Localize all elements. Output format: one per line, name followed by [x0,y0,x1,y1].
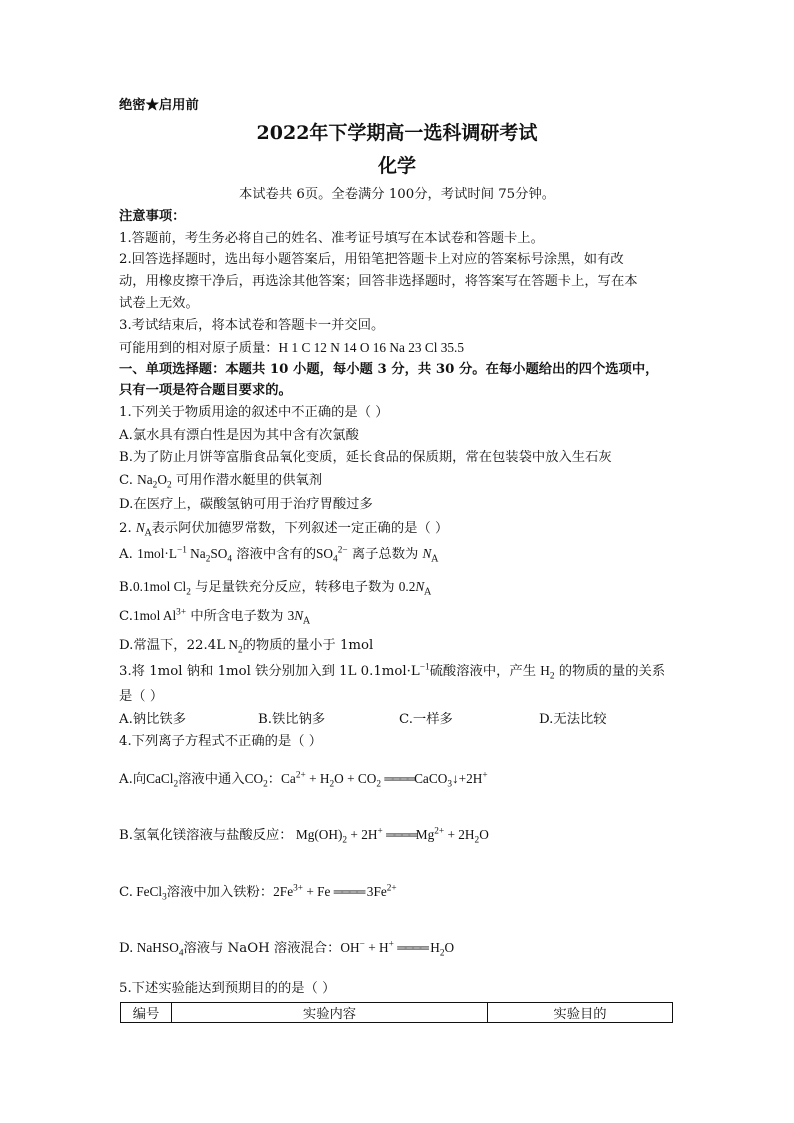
q4-stem: 4.下列离子方程式不正确的是（ ） [119,734,323,749]
table-header-content: 实验内容 [172,1003,488,1023]
notes-heading: 注意事项： [119,209,186,224]
subject-title: 化学 [377,155,416,177]
q2-stem: 2. $N_A$表示阿伏加德罗常数，下列叙述一定正确的是（ ） [119,520,449,539]
experiment-table [120,1002,673,1023]
q2-option-b: B.0.1mol $Cl_2$ 与足量铁充分反应，转移电子数为 $0.2N_A$ [119,579,431,598]
section-heading-line-2: 只有一项是符合题目要求的。 [119,383,292,398]
q3-stem-line-2: 是（ ） [119,689,164,704]
secret-label: 绝密★启用前 [119,98,199,113]
exam-info: 本试卷共 6页。全卷满分 100分，考试时间 75分钟。 [238,187,556,202]
q2-option-a: A. $1mol\cdot L^{-1}$ $Na_2SO_4$ 溶液中含有的$SO_4^{2-}$ 离子总数为 $N_A$ [119,545,439,565]
q4-option-a: A.向CaCl$_2$溶液中通入$CO_2$：$Ca^{2+} + H_2O + CO_2$ ════CaCO$_3$↓+2H+ [119,770,488,790]
q1-stem: 1.下列关于物质用途的叙述中不正确的是（ ） [119,405,389,420]
q4-option-d: D. NaHSO$_4$溶液与 NaOH 溶液混合：OH− + H+ ════ $H_2O$ [119,939,455,959]
note-2-line-3: 试卷上无效。 [119,296,199,311]
q5-stem: 5.下述实验能达到预期目的的是（ ） [119,981,336,996]
q1-option-b: B.为了防止月饼等富脂食品氧化变质，延长食品的保质期，常在包装袋中放入生石灰 [119,450,612,465]
q1-option-d: D.在医疗上，碳酸氢钠可用于治疗胃酸过多 [119,497,373,512]
note-2-line-1: 2.回答选择题时，选出每小题答案后，用铅笔把答题卡上对应的答案标号涂黑，如有改 [119,252,624,267]
q1-option-c: C. $Na_2O_2$ 可用作潜水艇里的供氧剂 [119,472,323,491]
table-header-row [121,1003,673,1023]
q3-stem: 3.将 1mol 钠和 1mol 铁分别加入到 1L $0.1mol\cdot L^{-1}$硫酸溶液中，产生 $H_2$ 的物质的量的关系 [119,662,666,682]
q1-option-a: A.氯水具有漂白性是因为其中含有次氯酸 [119,428,359,443]
table-header-number: 编号 [121,1003,172,1023]
q3-option-d: D.无法比较 [539,712,607,727]
q2-option-c: C.1mol $Al^{3+}$ 中所含电子数为 $3N_A$ [119,607,310,627]
q4-option-c: C. FeCl$_3$溶液中加入铁粉：$2Fe^{3+} + Fe$ ════ $3Fe^{2+}$ [119,883,397,903]
q3-option-a: A.钠比铁多 [119,712,187,727]
table-header-purpose: 实验目的 [488,1003,673,1023]
atomic-masses: 可能用到的相对原子质量：H 1 C 12 N 14 O 16 Na 23 Cl 35.5 [119,340,464,355]
section-heading-line-1: 一、单项选择题：本题共 10 小题，每小题 3 分，共 30 分。在每小题给出的四个选项中， [119,362,659,377]
q4-option-b: B.氢氧化镁溶液与盐酸反应： $Mg(OH)_2 + 2H^+$ $════Mg^{2+} + 2H_2O$ [119,826,489,846]
note-3: 3.考试结束后，将本试卷和答题卡一并交回。 [119,318,385,333]
exam-title: 2022年下学期高一选科调研考试 [256,122,538,144]
note-2-line-2: 动，用橡皮擦干净后，再选涂其他答案；回答非选择题时，将答案写在答题卡上，写在本 [119,274,638,289]
q2-option-d: D.常温下，22.4L $N_2$的物质的量小于 1mol [119,637,374,656]
note-1: 1.答题前，考生务必将自己的姓名、准考证号填写在本试卷和答题卡上。 [119,231,544,246]
q3-option-c: C.一样多 [399,712,453,727]
q3-option-b: B.铁比钠多 [258,712,326,727]
